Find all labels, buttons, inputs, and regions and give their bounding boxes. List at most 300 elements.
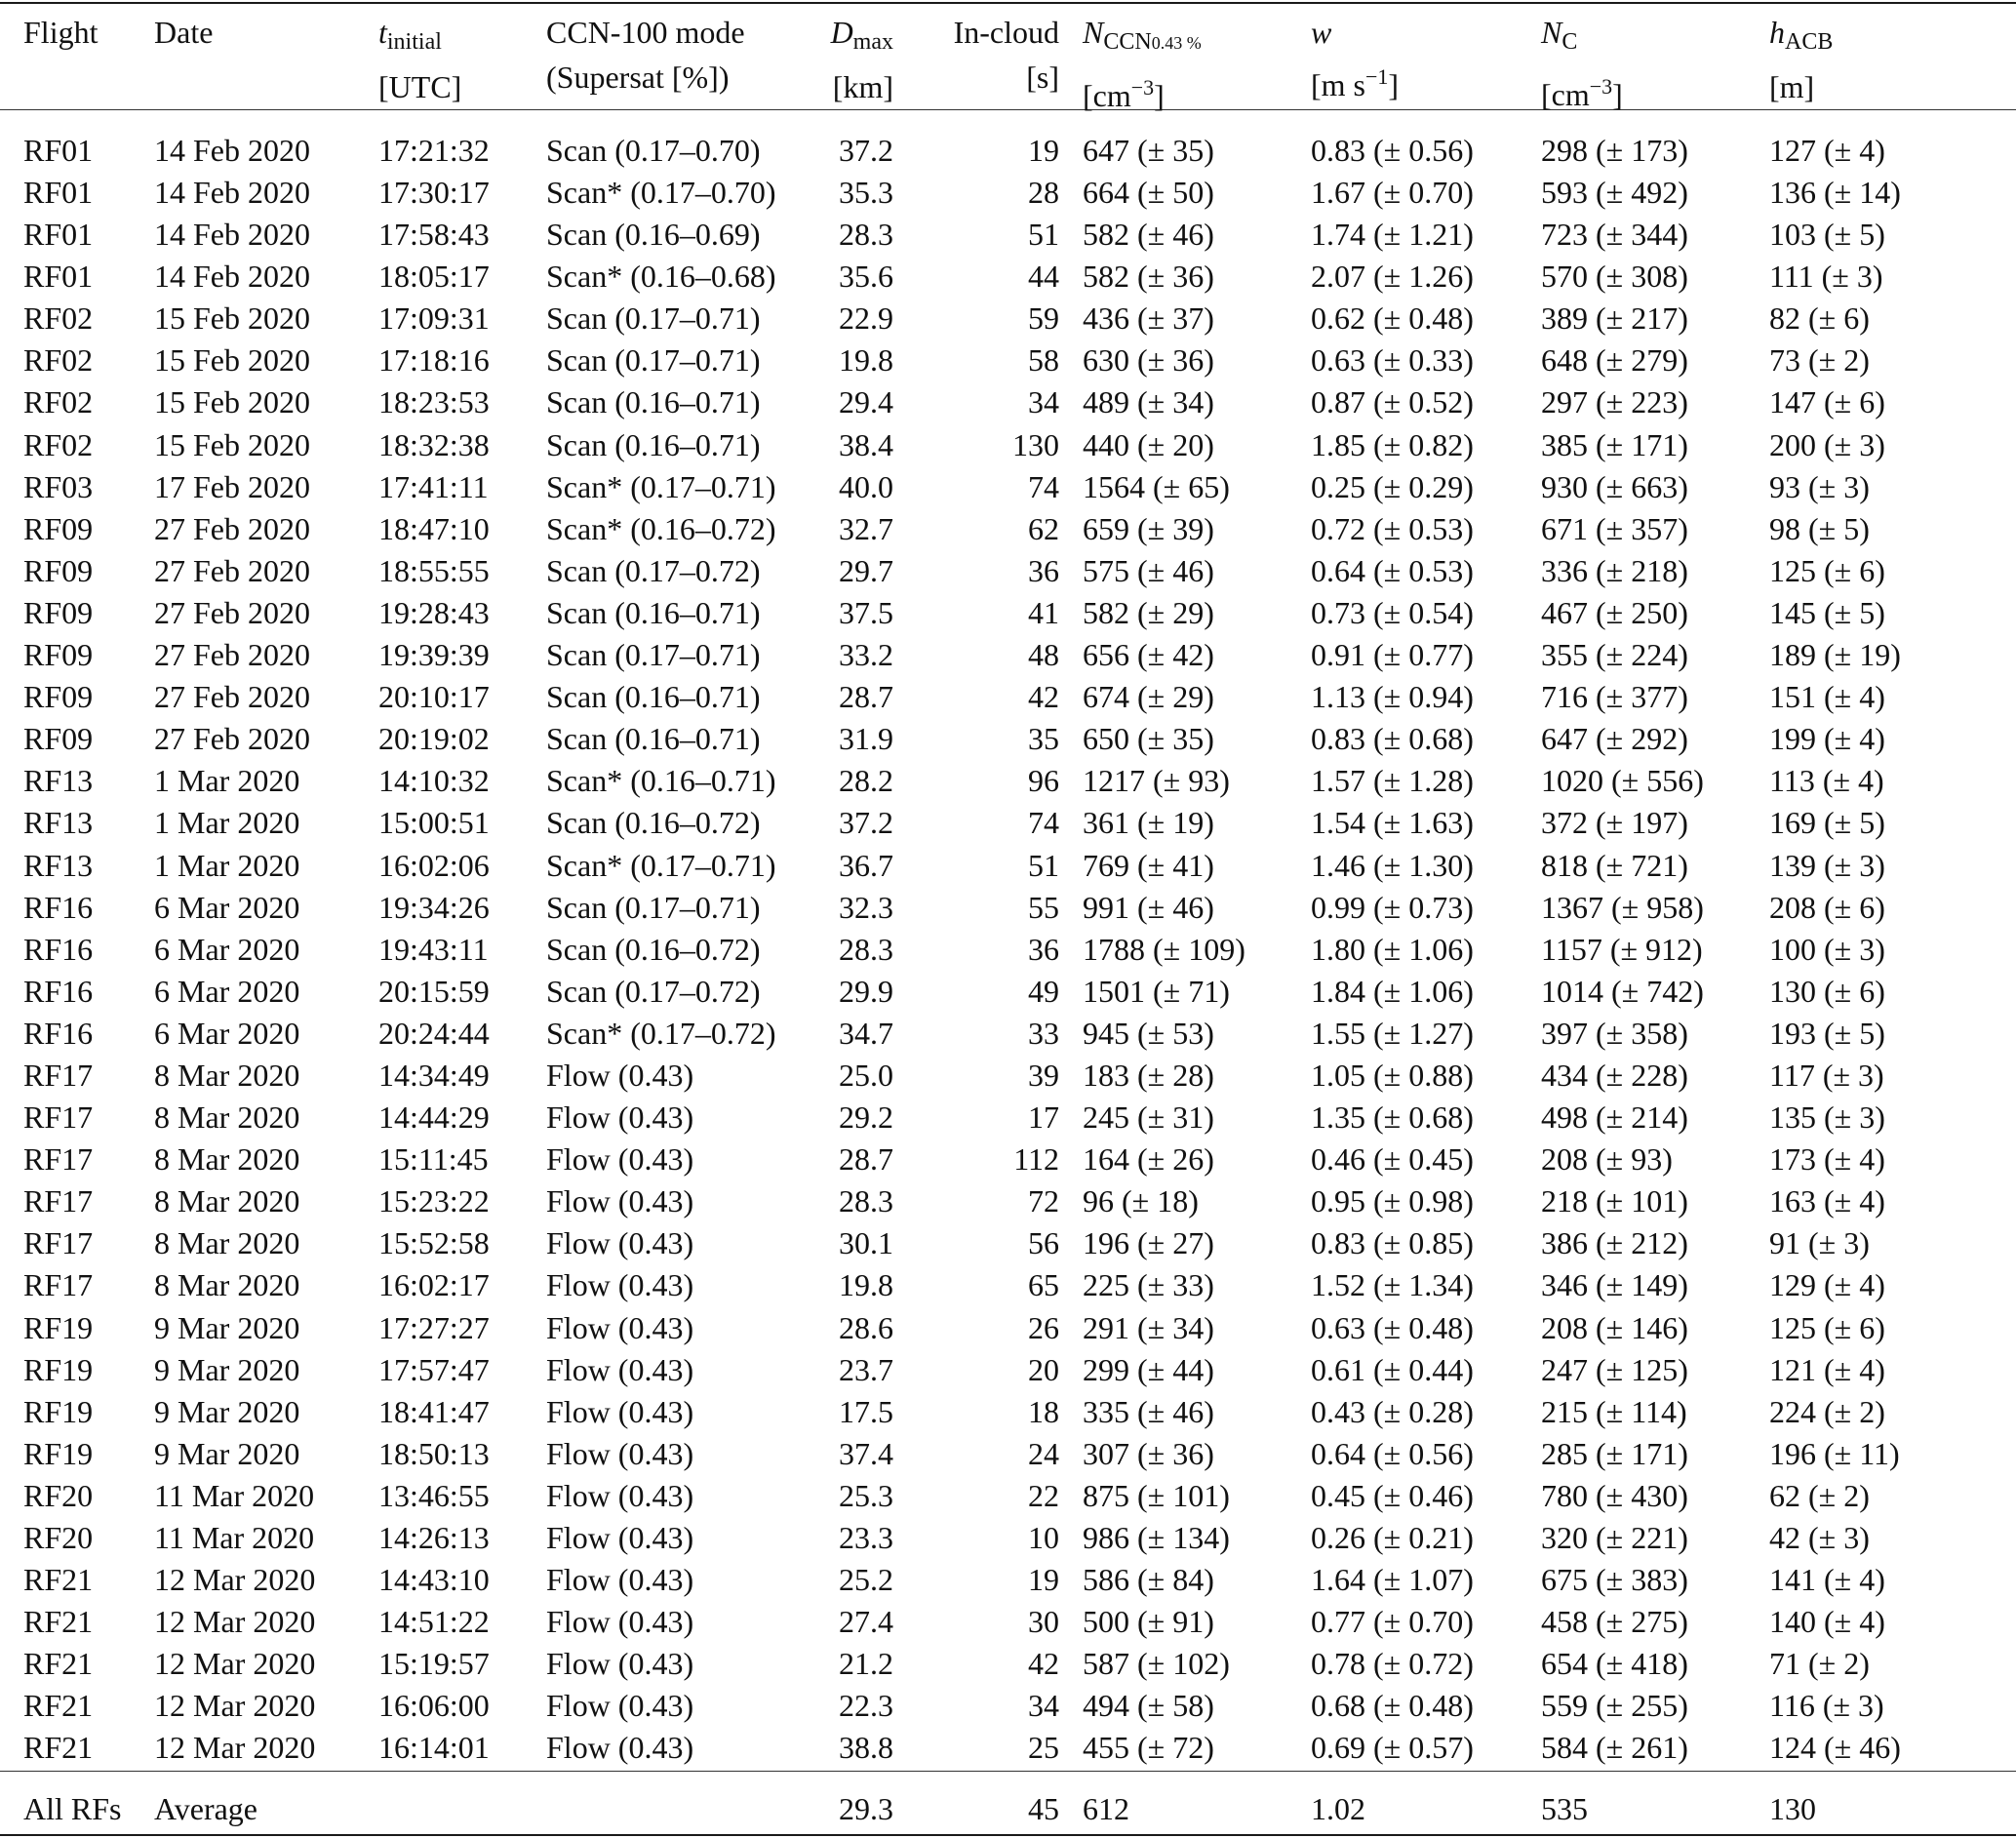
table-cell: 18:41:47 xyxy=(378,1393,490,1429)
table-cell: Scan (0.17–0.70) xyxy=(546,133,761,168)
table-cell: RF17 xyxy=(23,1225,94,1261)
table-cell: 494 (± 58) xyxy=(1083,1688,1214,1724)
table-cell: 299 (± 44) xyxy=(1083,1351,1214,1387)
table-cell: 189 (± 19) xyxy=(1769,637,1901,673)
table-cell: 59 xyxy=(1028,300,1059,337)
table-cell: 0.43 (± 0.28) xyxy=(1311,1393,1474,1429)
table-cell: 74 xyxy=(1028,805,1059,841)
table-cell: 582 (± 29) xyxy=(1083,594,1214,630)
table-cell: 498 (± 214) xyxy=(1541,1099,1688,1136)
table-cell: 139 (± 3) xyxy=(1769,847,1885,883)
table-cell: 945 (± 53) xyxy=(1083,1015,1214,1051)
table-cell: 14:26:13 xyxy=(378,1520,490,1555)
table-cell: 0.99 (± 0.73) xyxy=(1311,889,1474,925)
table-cell: 14:43:10 xyxy=(378,1562,490,1598)
table-row xyxy=(0,1013,2016,1055)
table-cell: 8 Mar 2020 xyxy=(154,1267,300,1303)
table-cell: 16:02:06 xyxy=(378,847,490,883)
table-cell: Scan* (0.17–0.71) xyxy=(546,847,776,883)
table-cell: 28.6 xyxy=(839,1309,893,1345)
table-row xyxy=(0,118,2016,172)
table-footer xyxy=(0,1770,2016,1838)
table-cell: 41 xyxy=(1028,594,1059,630)
table-cell: 0.83 (± 0.56) xyxy=(1311,133,1474,168)
table-cell: 215 (± 114) xyxy=(1541,1393,1687,1429)
table-cell: 16:02:17 xyxy=(378,1267,490,1303)
average-row xyxy=(0,1770,2016,1838)
table-cell: 17 Feb 2020 xyxy=(154,468,310,504)
header-row xyxy=(0,0,2016,118)
table-cell: 28.3 xyxy=(839,1183,893,1219)
table-cell: RF16 xyxy=(23,931,94,967)
table-row xyxy=(0,466,2016,508)
table-cell: 372 (± 197) xyxy=(1541,805,1688,841)
footer-cell: 612 xyxy=(1083,1791,1129,1827)
table-cell: 27 Feb 2020 xyxy=(154,594,310,630)
table-cell: Scan (0.16–0.72) xyxy=(546,805,761,841)
table-cell: 100 (± 3) xyxy=(1769,931,1885,967)
table-cell: 21.2 xyxy=(839,1646,893,1682)
table-row xyxy=(0,1222,2016,1264)
table-cell: 630 (± 36) xyxy=(1083,342,1214,379)
table-cell: 0.63 (± 0.48) xyxy=(1311,1309,1474,1345)
table-cell: 36.7 xyxy=(839,847,893,883)
table-cell: 1788 (± 109) xyxy=(1083,931,1245,967)
table-cell: 0.61 (± 0.44) xyxy=(1311,1351,1474,1387)
table-cell: RF13 xyxy=(23,847,94,883)
table-cell: 1.57 (± 1.28) xyxy=(1311,763,1474,799)
footer-cell: 130 xyxy=(1769,1791,1816,1827)
table-cell: 38.8 xyxy=(839,1730,893,1766)
table-cell: 129 (± 4) xyxy=(1769,1267,1885,1303)
table-row xyxy=(0,1475,2016,1517)
table-cell: RF02 xyxy=(23,300,94,337)
table-cell: 455 (± 72) xyxy=(1083,1730,1214,1766)
table-cell: 0.62 (± 0.48) xyxy=(1311,300,1474,337)
table-cell: 320 (± 221) xyxy=(1541,1520,1688,1555)
table-cell: Flow (0.43) xyxy=(546,1099,694,1136)
table-cell: RF09 xyxy=(23,637,94,673)
table-cell: 32.3 xyxy=(839,889,893,925)
table-row xyxy=(0,1139,2016,1180)
table-cell: 136 (± 14) xyxy=(1769,175,1901,210)
table-cell: 0.73 (± 0.54) xyxy=(1311,594,1474,630)
table-cell: 584 (± 261) xyxy=(1541,1730,1688,1766)
table-cell: 17:27:27 xyxy=(378,1309,490,1345)
table-cell: 62 (± 2) xyxy=(1769,1477,1870,1513)
table-cell: 22.3 xyxy=(839,1688,893,1724)
table-cell: 19.8 xyxy=(839,1267,893,1303)
table-cell: RF19 xyxy=(23,1393,94,1429)
table-cell: 74 xyxy=(1028,468,1059,504)
table-cell: 0.77 (± 0.70) xyxy=(1311,1604,1474,1640)
table-body xyxy=(0,118,2016,1770)
table-cell: 9 Mar 2020 xyxy=(154,1393,300,1429)
table-cell: 27 Feb 2020 xyxy=(154,552,310,588)
table-cell: 1.35 (± 0.68) xyxy=(1311,1099,1474,1136)
table-cell: 25 xyxy=(1028,1730,1059,1766)
table-cell: 14:51:22 xyxy=(378,1604,490,1640)
table-cell: 593 (± 492) xyxy=(1541,175,1688,210)
header-t-initial: $t_{initial}$ [UTC] xyxy=(378,15,462,104)
table-cell: 51 xyxy=(1028,217,1059,253)
table-cell: Scan (0.17–0.71) xyxy=(546,637,761,673)
table-cell: 386 (± 212) xyxy=(1541,1225,1688,1261)
table-row xyxy=(0,592,2016,634)
table-cell: 124 (± 46) xyxy=(1769,1730,1901,1766)
table-cell: 19:43:11 xyxy=(378,931,489,967)
table-cell: RF17 xyxy=(23,1267,94,1303)
table-cell: 44 xyxy=(1028,259,1059,295)
table-cell: RF02 xyxy=(23,426,94,462)
table-row xyxy=(0,718,2016,760)
table-cell: 12 Mar 2020 xyxy=(154,1562,316,1598)
table-cell: 1.67 (± 0.70) xyxy=(1311,175,1474,210)
table-cell: 15:23:22 xyxy=(378,1183,490,1219)
table-cell: 8 Mar 2020 xyxy=(154,1141,300,1178)
table-cell: 19:39:39 xyxy=(378,637,490,673)
table-cell: Scan (0.16–0.71) xyxy=(546,426,761,462)
table-cell: 14:44:29 xyxy=(378,1099,490,1136)
table-cell: 19:34:26 xyxy=(378,889,490,925)
table-cell: 1.52 (± 1.34) xyxy=(1311,1267,1474,1303)
table-cell: 17:09:31 xyxy=(378,300,490,337)
table-cell: 12 Mar 2020 xyxy=(154,1604,316,1640)
table-cell: 65 xyxy=(1028,1267,1059,1303)
header-w: w [m $s^{-1}$] xyxy=(1311,15,1400,102)
table-row xyxy=(0,634,2016,676)
table-cell: Flow (0.43) xyxy=(546,1141,694,1178)
table-cell: 650 (± 35) xyxy=(1083,721,1214,757)
table-cell: 73 (± 2) xyxy=(1769,342,1870,379)
table-row xyxy=(0,760,2016,802)
table-cell: 91 (± 3) xyxy=(1769,1225,1870,1261)
header-date: Date xyxy=(154,15,214,50)
table-cell: 55 xyxy=(1028,889,1059,925)
table-cell: Flow (0.43) xyxy=(546,1562,694,1598)
table-cell: 96 xyxy=(1028,763,1059,799)
table-cell: 147 (± 6) xyxy=(1769,384,1885,420)
table-cell: 1020 (± 556) xyxy=(1541,763,1704,799)
table-cell: 8 Mar 2020 xyxy=(154,1057,300,1093)
table-cell: 0.83 (± 0.85) xyxy=(1311,1225,1474,1261)
table-cell: Scan (0.16–0.71) xyxy=(546,384,761,420)
table-cell: 291 (± 34) xyxy=(1083,1309,1214,1345)
table-cell: 22.9 xyxy=(839,300,893,337)
table-cell: 440 (± 20) xyxy=(1083,426,1214,462)
table-cell: Flow (0.43) xyxy=(546,1688,694,1724)
table-cell: RF21 xyxy=(23,1562,94,1598)
table-cell: 17:30:17 xyxy=(378,175,490,210)
table-cell: 35.3 xyxy=(839,175,893,210)
table-cell: 247 (± 125) xyxy=(1541,1351,1688,1387)
table-cell: 14 Feb 2020 xyxy=(154,217,310,253)
table-cell: 34.7 xyxy=(839,1015,893,1051)
table-cell: RF09 xyxy=(23,721,94,757)
table-cell: 42 xyxy=(1028,679,1059,715)
table-cell: Flow (0.43) xyxy=(546,1351,694,1387)
table-cell: RF16 xyxy=(23,1015,94,1051)
table-cell: 15 Feb 2020 xyxy=(154,300,310,337)
footer-cell: Average xyxy=(154,1791,257,1827)
footer-cell: 45 xyxy=(1028,1791,1059,1827)
table-row xyxy=(0,1264,2016,1306)
table-cell: 18:32:38 xyxy=(378,426,490,462)
table-cell: 0.68 (± 0.48) xyxy=(1311,1688,1474,1724)
table-cell: 37.2 xyxy=(839,133,893,168)
table-cell: 33.2 xyxy=(839,637,893,673)
table-cell: 245 (± 31) xyxy=(1083,1099,1214,1136)
table-cell: Scan (0.16–0.71) xyxy=(546,721,761,757)
table-cell: RF19 xyxy=(23,1309,94,1345)
table-cell: 98 (± 5) xyxy=(1769,510,1870,546)
table-cell: 647 (± 292) xyxy=(1541,721,1688,757)
table-cell: 0.25 (± 0.29) xyxy=(1311,468,1474,504)
table-cell: 986 (± 134) xyxy=(1083,1520,1230,1555)
table-cell: 26 xyxy=(1028,1309,1059,1345)
table-cell: 436 (± 37) xyxy=(1083,300,1214,337)
table-cell: 0.72 (± 0.53) xyxy=(1311,510,1474,546)
table-cell: 19 xyxy=(1028,133,1059,168)
table-row xyxy=(0,1349,2016,1391)
table-cell: Scan (0.16–0.71) xyxy=(546,679,761,715)
table-row xyxy=(0,508,2016,550)
table-cell: 1.64 (± 1.07) xyxy=(1311,1562,1474,1598)
table-cell: 27 Feb 2020 xyxy=(154,721,310,757)
table-cell: RF02 xyxy=(23,384,94,420)
table-cell: 10 xyxy=(1028,1520,1059,1555)
table-cell: 818 (± 721) xyxy=(1541,847,1688,883)
table-cell: RF01 xyxy=(23,217,94,253)
table-cell: 8 Mar 2020 xyxy=(154,1225,300,1261)
table-cell: 15:00:51 xyxy=(378,805,490,841)
table-cell: 559 (± 255) xyxy=(1541,1688,1688,1724)
table-cell: 183 (± 28) xyxy=(1083,1057,1214,1093)
table-cell: 17:57:47 xyxy=(378,1351,490,1387)
table-cell: 716 (± 377) xyxy=(1541,679,1688,715)
table-cell: 1501 (± 71) xyxy=(1083,973,1230,1009)
table-cell: 113 (± 4) xyxy=(1769,763,1884,799)
table-cell: 39 xyxy=(1028,1057,1059,1093)
table-cell: Flow (0.43) xyxy=(546,1646,694,1682)
table-cell: Scan (0.16–0.71) xyxy=(546,594,761,630)
table-cell: RF01 xyxy=(23,133,94,168)
table-cell: 51 xyxy=(1028,847,1059,883)
table-cell: 28.7 xyxy=(839,1141,893,1178)
table-cell: 27 Feb 2020 xyxy=(154,510,310,546)
table-cell: 111 (± 3) xyxy=(1769,259,1883,295)
table-cell: 18:47:10 xyxy=(378,510,490,546)
table-cell: 37.5 xyxy=(839,594,893,630)
table-row xyxy=(0,298,2016,340)
table-cell: 0.95 (± 0.98) xyxy=(1311,1183,1474,1219)
table-cell: 0.64 (± 0.53) xyxy=(1311,552,1474,588)
table-row xyxy=(0,550,2016,592)
table-cell: RF21 xyxy=(23,1646,94,1682)
header-h-acb: $h_{ACB}$ [m] xyxy=(1769,15,1834,104)
table-cell: 675 (± 383) xyxy=(1541,1562,1688,1598)
table-cell: 298 (± 173) xyxy=(1541,133,1688,168)
table-cell: 0.63 (± 0.33) xyxy=(1311,342,1474,379)
table-row xyxy=(0,1433,2016,1475)
table-cell: 11 Mar 2020 xyxy=(154,1520,315,1555)
table-cell: 1157 (± 912) xyxy=(1541,931,1703,967)
table-cell: 127 (± 4) xyxy=(1769,133,1885,168)
table-cell: Scan* (0.17–0.71) xyxy=(546,468,776,504)
table-cell: 346 (± 149) xyxy=(1541,1267,1688,1303)
table-cell: 659 (± 39) xyxy=(1083,510,1214,546)
table-cell: 224 (± 2) xyxy=(1769,1393,1885,1429)
header-in-cloud: In-cloud [s] xyxy=(953,15,1059,95)
header-ccn-mode: CCN-100 mode (Supersat [%]) xyxy=(546,15,745,95)
table-cell: 586 (± 84) xyxy=(1083,1562,1214,1598)
table-cell: 0.91 (± 0.77) xyxy=(1311,637,1474,673)
table-cell: 33 xyxy=(1028,1015,1059,1051)
table-cell: 27 Feb 2020 xyxy=(154,679,310,715)
table-row xyxy=(0,1180,2016,1222)
table-cell: 12 Mar 2020 xyxy=(154,1646,316,1682)
table-cell: Scan* (0.16–0.72) xyxy=(546,510,776,546)
table-cell: 15 Feb 2020 xyxy=(154,426,310,462)
table-cell: 664 (± 50) xyxy=(1083,175,1214,210)
table-cell: 25.2 xyxy=(839,1562,893,1598)
table-row xyxy=(0,256,2016,298)
table-cell: 130 (± 6) xyxy=(1769,973,1885,1009)
table-cell: 72 xyxy=(1028,1183,1059,1219)
table-cell: 117 (± 3) xyxy=(1769,1057,1884,1093)
table-cell: 570 (± 308) xyxy=(1541,259,1688,295)
footer-cell: 535 xyxy=(1541,1791,1588,1827)
table-cell: RF19 xyxy=(23,1435,94,1471)
table-cell: 9 Mar 2020 xyxy=(154,1309,300,1345)
table-cell: 208 (± 93) xyxy=(1541,1141,1673,1178)
table-cell: 17:58:43 xyxy=(378,217,490,253)
table-cell: Scan* (0.16–0.71) xyxy=(546,763,776,799)
table-cell: 196 (± 11) xyxy=(1769,1435,1900,1471)
table-cell: 1217 (± 93) xyxy=(1083,763,1230,799)
table-cell: 1.05 (± 0.88) xyxy=(1311,1057,1474,1093)
table-cell: 1367 (± 958) xyxy=(1541,889,1704,925)
table-cell: 34 xyxy=(1028,1688,1059,1724)
table-cell: RF21 xyxy=(23,1688,94,1724)
table-cell: 1.46 (± 1.30) xyxy=(1311,847,1474,883)
table-cell: 385 (± 171) xyxy=(1541,426,1688,462)
table-cell: 723 (± 344) xyxy=(1541,217,1688,253)
table-cell: 1.54 (± 1.63) xyxy=(1311,805,1474,841)
table-cell: 307 (± 36) xyxy=(1083,1435,1214,1471)
table-cell: 23.3 xyxy=(839,1520,893,1555)
table-cell: 15:11:45 xyxy=(378,1141,489,1178)
table-cell: Flow (0.43) xyxy=(546,1477,694,1513)
table-cell: 48 xyxy=(1028,637,1059,673)
table-cell: 93 (± 3) xyxy=(1769,468,1870,504)
table-cell: 30 xyxy=(1028,1604,1059,1640)
table-cell: 32.7 xyxy=(839,510,893,546)
table-cell: 29.9 xyxy=(839,973,893,1009)
table-cell: 196 (± 27) xyxy=(1083,1225,1214,1261)
table-cell: 62 xyxy=(1028,510,1059,546)
table-cell: 22 xyxy=(1028,1477,1059,1513)
table-cell: RF16 xyxy=(23,889,94,925)
table-cell: 36 xyxy=(1028,931,1059,967)
table-cell: 193 (± 5) xyxy=(1769,1015,1885,1051)
table-cell: 0.87 (± 0.52) xyxy=(1311,384,1474,420)
table-cell: 173 (± 4) xyxy=(1769,1141,1885,1178)
table-cell: Flow (0.43) xyxy=(546,1435,694,1471)
table-cell: 103 (± 5) xyxy=(1769,217,1885,253)
table-cell: 36 xyxy=(1028,552,1059,588)
table-cell: 18:55:55 xyxy=(378,552,490,588)
table-cell: 458 (± 275) xyxy=(1541,1604,1688,1640)
table-cell: 8 Mar 2020 xyxy=(154,1099,300,1136)
table-cell: 12 Mar 2020 xyxy=(154,1688,316,1724)
table-cell: 9 Mar 2020 xyxy=(154,1435,300,1471)
table-cell: Scan (0.17–0.71) xyxy=(546,300,761,337)
table-cell: 30.1 xyxy=(839,1225,893,1261)
table-cell: 0.45 (± 0.46) xyxy=(1311,1477,1474,1513)
table-cell: 647 (± 35) xyxy=(1083,133,1214,168)
table-row xyxy=(0,381,2016,423)
table-cell: 29.2 xyxy=(839,1099,893,1136)
table-cell: 58 xyxy=(1028,342,1059,379)
table-cell: 28.2 xyxy=(839,763,893,799)
table-cell: 20:15:59 xyxy=(378,973,490,1009)
table-cell: 19.8 xyxy=(839,342,893,379)
table-row xyxy=(0,1727,2016,1769)
table-row xyxy=(0,172,2016,214)
table-cell: RF03 xyxy=(23,468,94,504)
table-cell: 582 (± 46) xyxy=(1083,217,1214,253)
table-cell: Scan* (0.17–0.72) xyxy=(546,1015,776,1051)
table-cell: 6 Mar 2020 xyxy=(154,931,300,967)
table-cell: 151 (± 4) xyxy=(1769,679,1885,715)
table-row xyxy=(0,424,2016,466)
table-cell: 37.4 xyxy=(839,1435,893,1471)
table-cell: 15 Feb 2020 xyxy=(154,342,310,379)
table-cell: Scan (0.17–0.71) xyxy=(546,889,761,925)
table-cell: Scan (0.17–0.71) xyxy=(546,342,761,379)
table-cell: 42 (± 3) xyxy=(1769,1520,1870,1555)
table-cell: RF17 xyxy=(23,1183,94,1219)
table-row xyxy=(0,1055,2016,1097)
table-cell: 16:14:01 xyxy=(378,1730,490,1766)
table-cell: 674 (± 29) xyxy=(1083,679,1214,715)
table-cell: 18:23:53 xyxy=(378,384,490,420)
table-cell: Flow (0.43) xyxy=(546,1393,694,1429)
table-cell: 169 (± 5) xyxy=(1769,805,1885,841)
table-cell: 27 Feb 2020 xyxy=(154,637,310,673)
table-cell: Scan (0.16–0.69) xyxy=(546,217,761,253)
table-cell: 361 (± 19) xyxy=(1083,805,1214,841)
table-cell: 575 (± 46) xyxy=(1083,552,1214,588)
table-cell: 116 (± 3) xyxy=(1769,1688,1884,1724)
table-cell: RF17 xyxy=(23,1057,94,1093)
footer-cell xyxy=(378,1770,546,1838)
table-cell: 71 (± 2) xyxy=(1769,1646,1870,1682)
table-row xyxy=(0,1601,2016,1643)
table-cell: 34 xyxy=(1028,384,1059,420)
table-cell: 14:34:49 xyxy=(378,1057,490,1093)
table-row xyxy=(0,971,2016,1013)
table-cell: Flow (0.43) xyxy=(546,1604,694,1640)
table-cell: Flow (0.43) xyxy=(546,1225,694,1261)
table-cell: 20:24:44 xyxy=(378,1015,490,1051)
table-cell: 489 (± 34) xyxy=(1083,384,1214,420)
table-cell: 125 (± 6) xyxy=(1769,1309,1885,1345)
table-cell: 25.3 xyxy=(839,1477,893,1513)
table-row xyxy=(0,214,2016,256)
table-cell: 29.4 xyxy=(839,384,893,420)
